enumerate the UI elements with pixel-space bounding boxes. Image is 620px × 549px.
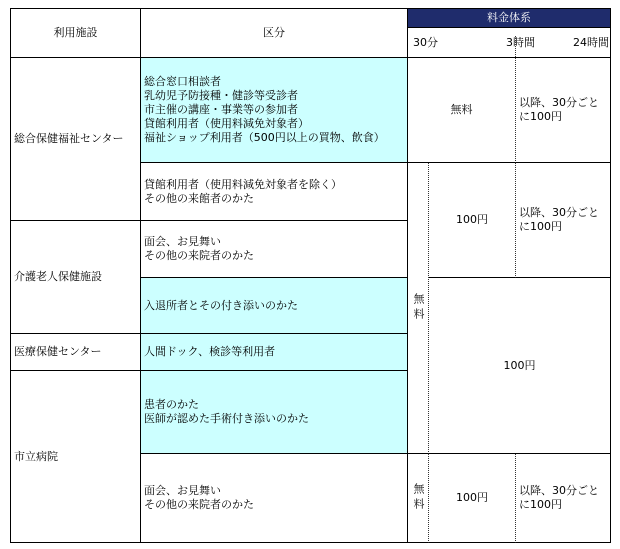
- category-cell: [141, 221, 408, 278]
- category-text: 人間ドック、検診等利用者: [144, 345, 276, 358]
- category-text: 総合窓口相談者 乳幼児予防接種・健診等受診者 市主催の講座・事業等の参加者 貸館利用者（使用料減免対象者） 福祉ショップ利用者（500円以上の買物、飲食）: [144, 75, 385, 144]
- scale-label-3h: 3時間: [506, 36, 535, 49]
- category-cell: [141, 371, 408, 454]
- fee-value: 以降、30分ごと に100円: [519, 484, 599, 511]
- header-facility-label: 利用施設: [53, 26, 98, 39]
- fee-value: 100円: [503, 358, 536, 372]
- category-cell: [141, 454, 408, 543]
- category-cell: [141, 278, 408, 334]
- category-text: 患者のかた 医師が認めた手術付き添いのかた: [144, 398, 309, 425]
- header-category-label: 区分: [263, 26, 285, 39]
- category-text: 面会、お見舞い その他の来院者のかた: [144, 235, 254, 262]
- fee-cell-first-30min-free: [408, 454, 429, 543]
- facility-cell: [11, 221, 141, 334]
- header-fee-system-cell: [408, 9, 611, 28]
- category-text: 入退所者とその付き添いのかた: [144, 298, 298, 312]
- fee-scale-row: [408, 28, 611, 58]
- category-cell: [141, 163, 408, 221]
- header-category-cell: [141, 9, 408, 58]
- fee-value: 以降、30分ごと に100円: [519, 206, 599, 233]
- facility-name: 市立病院: [14, 449, 58, 463]
- facility-cell: [11, 58, 141, 221]
- facility-cell: [11, 371, 141, 543]
- scale-divider-3h: [515, 36, 516, 57]
- fee-value: 無料: [412, 483, 425, 513]
- fee-cell-flat: [429, 278, 611, 454]
- header-fee-system-label: 料金体系: [487, 11, 531, 24]
- fee-cell-30min-to-3h: [429, 454, 516, 543]
- category-text: 貸館利用者（使用料減免対象者を除く） その他の来館者のかた: [144, 177, 342, 205]
- fee-cell-first-30min-free: [408, 163, 429, 454]
- fee-value: 無料: [412, 293, 425, 323]
- fee-value: 無料: [450, 103, 473, 116]
- fee-cell-after-3h: [516, 58, 611, 163]
- facility-name: 介護老人保健施設: [14, 270, 102, 283]
- fee-value: 以降、30分ごと に100円: [519, 96, 599, 123]
- facility-name: 医療保健センター: [14, 345, 102, 358]
- facility-name: 総合保健福祉センター: [14, 132, 124, 145]
- fee-value: 100円: [456, 213, 488, 226]
- fee-cell-free: [408, 58, 516, 163]
- header-facility-cell: [11, 9, 141, 58]
- category-cell: [141, 334, 408, 371]
- fee-value: 100円: [456, 491, 488, 504]
- category-cell: [141, 58, 408, 163]
- facility-cell: [11, 334, 141, 371]
- scale-label-30min: 30分: [413, 36, 438, 49]
- category-text: 面会、お見舞い その他の来院者のかた: [144, 484, 254, 511]
- fee-cell-30min-to-3h: [429, 163, 516, 278]
- fee-cell-after-3h: [516, 163, 611, 278]
- scale-label-24h: 24時間: [573, 36, 609, 49]
- fee-cell-after-3h: [516, 454, 611, 543]
